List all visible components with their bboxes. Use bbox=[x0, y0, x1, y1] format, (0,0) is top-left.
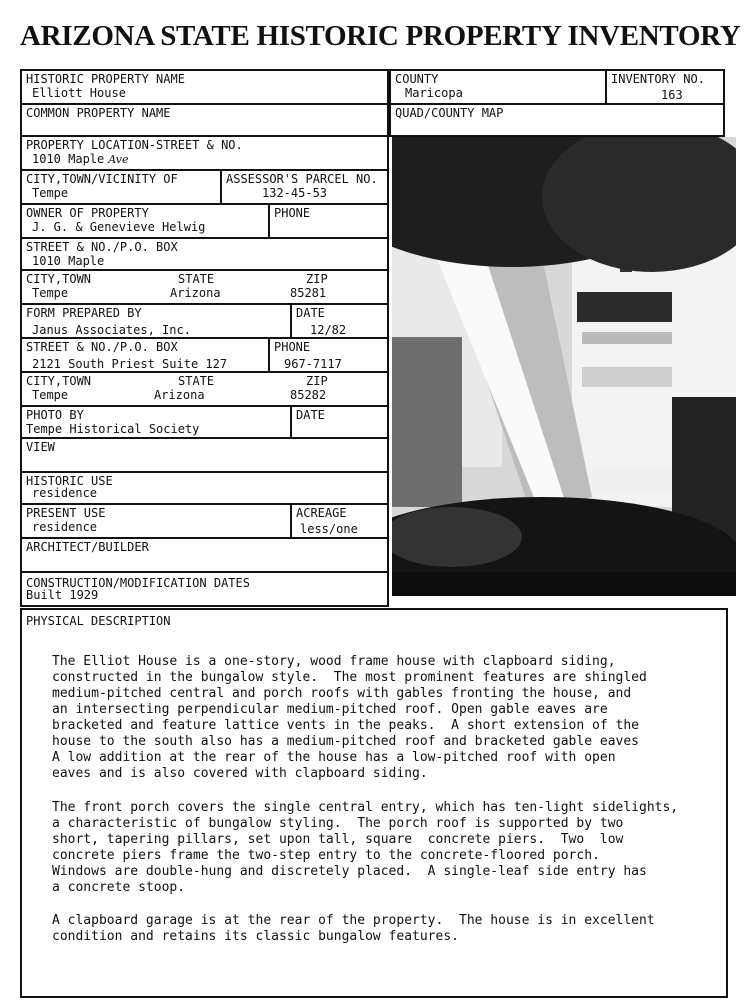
owner-state-label: STATE bbox=[178, 272, 215, 286]
prepared-by-field bbox=[20, 303, 292, 339]
view-field bbox=[20, 437, 389, 473]
construction-label: CONSTRUCTION/MODIFICATION DATES bbox=[26, 576, 250, 590]
location-label: PROPERTY LOCATION-STREET & NO. bbox=[26, 138, 243, 152]
owner-city-label: CITY,TOWN bbox=[26, 272, 92, 286]
photo-date-label: DATE bbox=[296, 408, 325, 422]
quad-map-field bbox=[389, 103, 725, 137]
common-name-label: COMMON PROPERTY NAME bbox=[26, 106, 171, 120]
parcel-label: ASSESSOR'S PARCEL NO. bbox=[226, 172, 378, 186]
city-vicinity-field bbox=[20, 169, 222, 205]
owner-field bbox=[20, 203, 270, 239]
acreage-label: ACREAGE bbox=[296, 506, 347, 520]
owner-street-field bbox=[20, 237, 389, 271]
prep-phone-label: PHONE bbox=[274, 340, 311, 354]
description-paragraph-2: The front porch covers the single central entry, which has ten-light sidelights, a characteristic of bungalow styling. The porch roof is supported by two short, tapering pillars, set upon tall, square concrete piers. Two low concrete piers frame the two-step entry to the concrete-floored porch. Windows are double-hung and discretely placed. A single-leaf side entry has a concrete stoop. bbox=[52, 800, 679, 895]
owner-street-value: 1010 Maple bbox=[32, 254, 105, 268]
owner-value: J. G. & Genevieve Helwig bbox=[32, 220, 206, 234]
location-street: 1010 Maple bbox=[32, 152, 105, 166]
acreage-field bbox=[290, 503, 389, 539]
construction-field bbox=[20, 571, 389, 607]
date-prepared-label: DATE bbox=[296, 306, 325, 320]
prep-zip-value: 85282 bbox=[290, 388, 327, 402]
prep-street-field bbox=[20, 337, 270, 373]
parcel-value: 132-45-53 bbox=[262, 186, 328, 200]
county-field bbox=[389, 69, 607, 105]
county-label: COUNTY bbox=[395, 72, 439, 86]
inventory-no-field bbox=[605, 69, 725, 105]
historic-name-field bbox=[20, 69, 389, 105]
description-paragraph-3: A clapboard garage is at the rear of the property. The house is in excellent condition and retains its classic bungalow features. bbox=[52, 913, 655, 944]
photo-by-value: Tempe Historical Society bbox=[26, 422, 200, 436]
prep-street-label: STREET & NO./P.O. BOX bbox=[26, 340, 178, 354]
architect-field bbox=[20, 537, 389, 573]
inventory-no-value: 163 bbox=[661, 88, 683, 102]
prep-city-value: Tempe bbox=[32, 388, 69, 402]
historic-use-value: residence bbox=[32, 486, 98, 500]
prepared-by-value: Janus Associates, Inc. bbox=[32, 323, 191, 337]
view-label: VIEW bbox=[26, 440, 55, 454]
prep-city-field bbox=[20, 371, 389, 407]
parcel-field bbox=[220, 169, 389, 205]
owner-phone-label: PHONE bbox=[274, 206, 311, 220]
page-title: ARIZONA STATE HISTORIC PROPERTY INVENTORY bbox=[20, 20, 741, 52]
inventory-no-label: INVENTORY NO. bbox=[611, 72, 705, 86]
prepared-by-label: FORM PREPARED BY bbox=[26, 306, 142, 320]
owner-phone-field bbox=[268, 203, 389, 239]
acreage-value: less/one bbox=[300, 522, 358, 536]
construction-value: Built 1929 bbox=[26, 588, 99, 602]
prep-city-label: CITY,TOWN bbox=[26, 374, 92, 388]
prep-state-label: STATE bbox=[178, 374, 215, 388]
prep-zip-label: ZIP bbox=[306, 374, 328, 388]
prep-phone-field bbox=[268, 337, 389, 373]
city-vicinity-value: Tempe bbox=[32, 186, 69, 200]
physical-description-section bbox=[20, 608, 728, 998]
owner-zip-label: ZIP bbox=[306, 272, 328, 286]
date-prepared-value: 12/82 bbox=[310, 323, 347, 337]
location-value bbox=[32, 152, 128, 166]
owner-city-field bbox=[20, 269, 389, 305]
quad-map-label: QUAD/COUNTY MAP bbox=[395, 106, 504, 120]
date-prepared-field bbox=[290, 303, 389, 339]
present-use-field bbox=[20, 503, 292, 539]
owner-label: OWNER OF PROPERTY bbox=[26, 206, 149, 220]
prep-phone-value: 967-7117 bbox=[284, 357, 342, 371]
photo-by-label: PHOTO BY bbox=[26, 408, 84, 422]
historic-use-field bbox=[20, 471, 389, 505]
location-handwritten: Ave bbox=[108, 153, 129, 166]
prep-state-value: Arizona bbox=[154, 388, 205, 402]
historic-use-label: HISTORIC USE bbox=[26, 474, 113, 488]
house-photo bbox=[392, 137, 736, 596]
physical-description-label: PHYSICAL DESCRIPTION bbox=[26, 614, 171, 628]
owner-street-label: STREET & NO./P.O. BOX bbox=[26, 240, 178, 254]
county-value: Maricopa bbox=[405, 86, 463, 100]
photo-by-field bbox=[20, 405, 292, 439]
description-paragraph-1: The Elliot House is a one-story, wood frame house with clapboard siding, constructed in the bungalow style. The most prominent features are shingled medium-pitched central and porch roofs with gables fronting the house, and an intersecting perpendicular medium-pitched roof. Open gable eaves are bracketed and feature lattice vents in the peaks. A short extension of the house to the south also has a medium-pitched roof and bracketed gable eaves A low addition at the rear of the house has a low-pitched roof with open eaves and is also covered with clapboard siding. bbox=[52, 654, 647, 781]
present-use-value: residence bbox=[32, 520, 98, 534]
prep-street-value: 2121 South Priest Suite 127 bbox=[32, 357, 228, 371]
present-use-label: PRESENT USE bbox=[26, 506, 106, 520]
owner-city-value: Tempe bbox=[32, 286, 69, 300]
historic-name-value: Elliott House bbox=[32, 86, 126, 100]
owner-zip-value: 85281 bbox=[290, 286, 327, 300]
architect-label: ARCHITECT/BUILDER bbox=[26, 540, 149, 554]
owner-state-value: Arizona bbox=[170, 286, 221, 300]
common-name-field bbox=[20, 103, 389, 137]
historic-name-label: HISTORIC PROPERTY NAME bbox=[26, 72, 185, 86]
photo-date-field bbox=[290, 405, 389, 439]
city-vicinity-label: CITY,TOWN/VICINITY OF bbox=[26, 172, 178, 186]
location-field bbox=[20, 135, 389, 171]
